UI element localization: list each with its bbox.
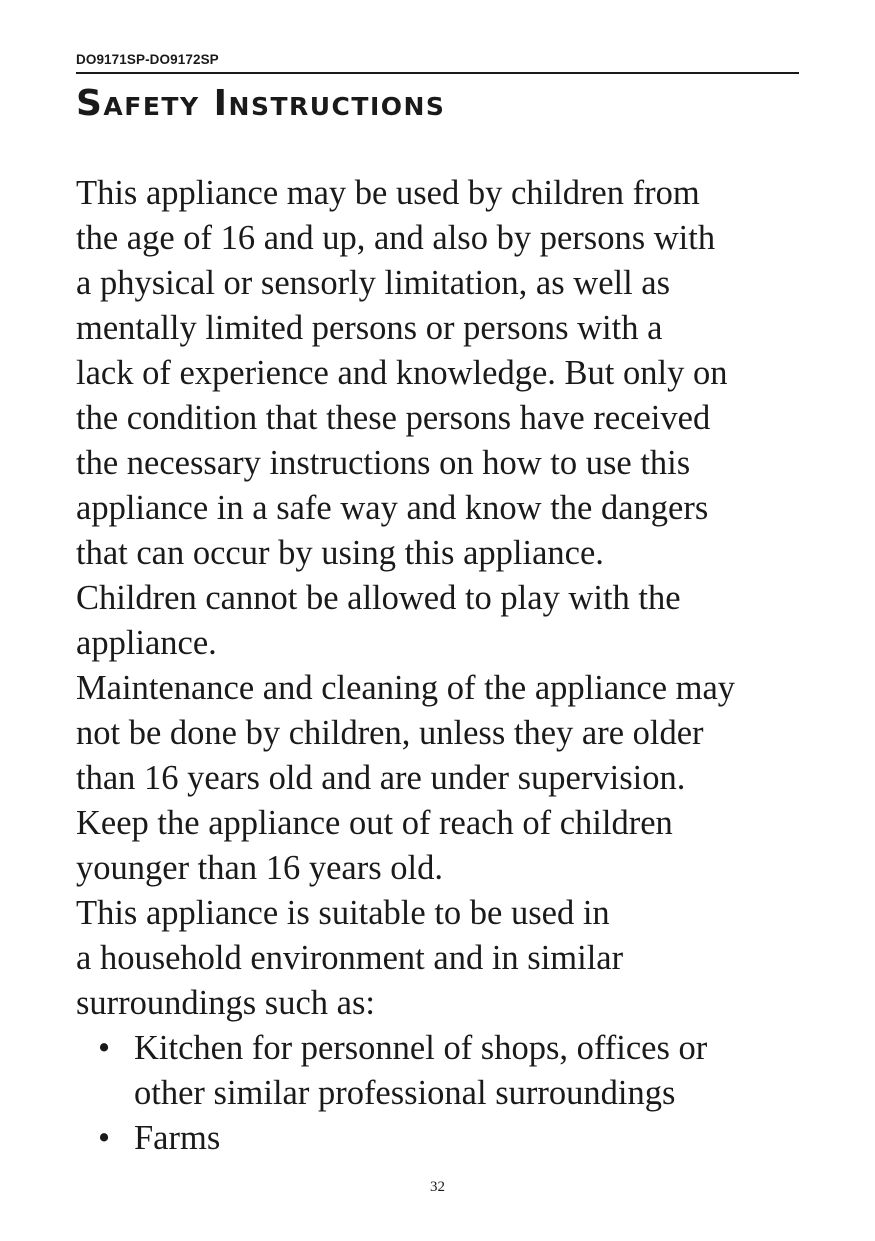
body-line: Maintenance and cleaning of the appliance may bbox=[76, 669, 736, 707]
body-line: surroundings such as: bbox=[76, 984, 375, 1022]
body-line: This appliance may be used by children from bbox=[76, 174, 700, 212]
body-line: appliance. bbox=[76, 624, 217, 662]
bullet-line: Kitchen for personnel of shops, offices or bbox=[134, 1029, 708, 1067]
bullet-marker: • bbox=[98, 1029, 111, 1067]
bullet-line: Farms bbox=[134, 1119, 221, 1157]
body-line: a physical or sensorly limitation, as well as bbox=[76, 264, 671, 302]
body-line: mentally limited persons or persons with a bbox=[76, 309, 663, 347]
body-line: the condition that these persons have received bbox=[76, 399, 711, 437]
safety-text-body bbox=[76, 171, 806, 1161]
body-line: that can occur by using this appliance. bbox=[76, 534, 604, 572]
body-line: appliance in a safe way and know the dangers bbox=[76, 489, 709, 527]
header-divider bbox=[76, 72, 799, 74]
body-line: Children cannot be allowed to play with the bbox=[76, 579, 681, 617]
body-line: a household environment and in similar bbox=[76, 939, 624, 977]
body-line: younger than 16 years old. bbox=[76, 849, 443, 887]
body-line: the age of 16 and up, and also by persons with bbox=[76, 219, 716, 257]
body-line: the necessary instructions on how to use this bbox=[76, 444, 691, 482]
page-number: 32 bbox=[430, 1179, 445, 1195]
body-line: This appliance is suitable to be used in bbox=[76, 894, 610, 932]
body-line: Keep the appliance out of reach of children bbox=[76, 804, 673, 842]
page-title: Safety Instructions bbox=[76, 83, 446, 124]
body-line: than 16 years old and are under supervision. bbox=[76, 759, 686, 797]
bullet-item bbox=[76, 1116, 806, 1161]
body-line: not be done by children, unless they are older bbox=[76, 714, 704, 752]
bullet-item bbox=[76, 1026, 806, 1116]
model-code: DO9171SP-DO9172SP bbox=[76, 52, 219, 67]
body-line: lack of experience and knowledge. But only on bbox=[76, 354, 728, 392]
bullet-line: other similar professional surroundings bbox=[134, 1074, 676, 1112]
bullet-marker: • bbox=[98, 1119, 111, 1157]
